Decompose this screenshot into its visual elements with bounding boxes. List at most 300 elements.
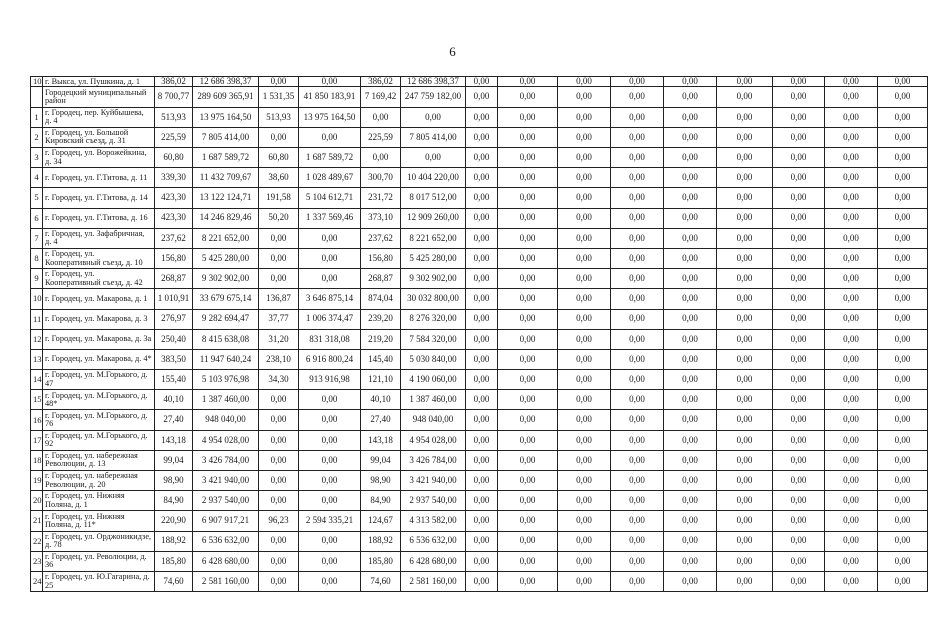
zero-value-cell: 0,00 bbox=[498, 107, 558, 127]
zero-value-cell: 0,00 bbox=[558, 188, 611, 208]
row-number-cell: 5 bbox=[31, 188, 43, 208]
area-cell: 219,20 bbox=[361, 329, 401, 349]
zero-value-cell: 0,00 bbox=[773, 77, 825, 87]
table-row bbox=[31, 349, 928, 369]
zero-value-cell: 0,00 bbox=[773, 148, 825, 168]
zero-value-cell: 0,00 bbox=[878, 168, 928, 188]
area-cell: 0,00 bbox=[259, 571, 299, 591]
zero-value-cell: 0,00 bbox=[664, 390, 717, 410]
row-number-cell: 18 bbox=[31, 450, 43, 470]
zero-value-cell: 0,00 bbox=[611, 571, 664, 591]
table-row bbox=[31, 491, 928, 511]
area-cell: 124,67 bbox=[361, 511, 401, 531]
zero-value-cell: 0,00 bbox=[717, 107, 773, 127]
row-number-cell: 23 bbox=[31, 551, 43, 571]
zero-value-cell: 0,00 bbox=[664, 248, 717, 268]
zero-value-cell: 0,00 bbox=[558, 531, 611, 551]
zero-value-cell: 0,00 bbox=[825, 269, 878, 289]
area-cell: 96,23 bbox=[259, 511, 299, 531]
table-row bbox=[31, 77, 928, 87]
zero-value-cell: 0,00 bbox=[878, 188, 928, 208]
zero-value-cell: 0,00 bbox=[498, 309, 558, 329]
zero-value-cell: 0,00 bbox=[825, 450, 878, 470]
cost-cell: 8 017 512,00 bbox=[401, 188, 466, 208]
row-number-cell: 20 bbox=[31, 491, 43, 511]
zero-value-cell: 0,00 bbox=[825, 370, 878, 390]
area-cell: 0,00 bbox=[259, 471, 299, 491]
total-cost-cell: 5 103 976,98 bbox=[193, 370, 259, 390]
table-row bbox=[31, 471, 928, 491]
zero-value-cell: 0,00 bbox=[878, 148, 928, 168]
row-number-cell: 4 bbox=[31, 168, 43, 188]
zero-value-cell: 0,00 bbox=[717, 208, 773, 228]
cost-cell: 1 337 569,46 bbox=[299, 208, 361, 228]
address-cell: г. Городец, ул. Кооперативный съезд, д. 10 bbox=[43, 248, 155, 268]
total-area-cell: 237,62 bbox=[155, 228, 193, 248]
zero-value-cell: 0,00 bbox=[558, 430, 611, 450]
zero-value-cell: 0,00 bbox=[825, 248, 878, 268]
total-cost-cell: 7 805 414,00 bbox=[193, 127, 259, 147]
zero-value-cell: 0,00 bbox=[498, 551, 558, 571]
zero-value-cell: 0,00 bbox=[664, 107, 717, 127]
zero-value-cell: 0,00 bbox=[717, 471, 773, 491]
cost-cell: 0,00 bbox=[299, 269, 361, 289]
zero-value-cell: 0,00 bbox=[664, 148, 717, 168]
cost-cell: 0,00 bbox=[299, 228, 361, 248]
zero-value-cell: 0,00 bbox=[558, 471, 611, 491]
zero-value-cell: 0,00 bbox=[664, 228, 717, 248]
total-area-cell: 155,40 bbox=[155, 370, 193, 390]
cost-cell: 4 313 582,00 bbox=[401, 511, 466, 531]
table-row bbox=[31, 571, 928, 591]
cost-cell: 247 759 182,00 bbox=[401, 87, 466, 107]
area-cell: 373,10 bbox=[361, 208, 401, 228]
total-cost-cell: 1 687 589,72 bbox=[193, 148, 259, 168]
address-cell: г. Городец, пер. Куйбышева, д. 4 bbox=[43, 107, 155, 127]
total-area-cell: 250,40 bbox=[155, 329, 193, 349]
cost-cell: 0,00 bbox=[299, 248, 361, 268]
cost-cell: 41 850 183,91 bbox=[299, 87, 361, 107]
total-cost-cell: 2 581 160,00 bbox=[193, 571, 259, 591]
zero-value-cell: 0,00 bbox=[611, 531, 664, 551]
row-number-cell: 2 bbox=[31, 127, 43, 147]
table-body bbox=[31, 77, 928, 592]
address-cell: г. Городец, ул. Орджоникидзе, д. 78 bbox=[43, 531, 155, 551]
zero-value-cell: 0,00 bbox=[498, 228, 558, 248]
area-cell: 50,20 bbox=[259, 208, 299, 228]
zero-value-cell: 0,00 bbox=[611, 430, 664, 450]
total-cost-cell: 8 415 638,08 bbox=[193, 329, 259, 349]
zero-value-cell: 0,00 bbox=[878, 127, 928, 147]
zero-value-cell: 0,00 bbox=[664, 289, 717, 309]
zero-value-cell: 0,00 bbox=[558, 148, 611, 168]
zero-value-cell: 0,00 bbox=[825, 511, 878, 531]
cost-cell: 0,00 bbox=[299, 551, 361, 571]
zero-value-cell: 0,00 bbox=[466, 269, 498, 289]
table-row bbox=[31, 127, 928, 147]
zero-value-cell: 0,00 bbox=[773, 410, 825, 430]
zero-value-cell: 0,00 bbox=[466, 77, 498, 87]
zero-value-cell: 0,00 bbox=[717, 77, 773, 87]
area-cell: 40,10 bbox=[361, 390, 401, 410]
zero-value-cell: 0,00 bbox=[773, 309, 825, 329]
zero-value-cell: 0,00 bbox=[611, 551, 664, 571]
zero-value-cell: 0,00 bbox=[717, 228, 773, 248]
zero-value-cell: 0,00 bbox=[558, 228, 611, 248]
zero-value-cell: 0,00 bbox=[878, 289, 928, 309]
zero-value-cell: 0,00 bbox=[611, 148, 664, 168]
area-cell: 31,20 bbox=[259, 329, 299, 349]
zero-value-cell: 0,00 bbox=[558, 208, 611, 228]
total-cost-cell: 2 937 540,00 bbox=[193, 491, 259, 511]
cost-cell: 913 916,98 bbox=[299, 370, 361, 390]
zero-value-cell: 0,00 bbox=[878, 430, 928, 450]
zero-value-cell: 0,00 bbox=[498, 531, 558, 551]
zero-value-cell: 0,00 bbox=[498, 410, 558, 430]
address-cell: г. Городец, ул. Ворожейкина, д. 34 bbox=[43, 148, 155, 168]
zero-value-cell: 0,00 bbox=[773, 248, 825, 268]
address-cell: г. Городец, ул. Макарова, д. 3 bbox=[43, 309, 155, 329]
zero-value-cell: 0,00 bbox=[825, 148, 878, 168]
zero-value-cell: 0,00 bbox=[717, 349, 773, 369]
total-cost-cell: 11 947 640,24 bbox=[193, 349, 259, 369]
area-cell: 237,62 bbox=[361, 228, 401, 248]
zero-value-cell: 0,00 bbox=[466, 471, 498, 491]
cost-cell: 2 937 540,00 bbox=[401, 491, 466, 511]
zero-value-cell: 0,00 bbox=[498, 127, 558, 147]
cost-cell: 10 404 220,00 bbox=[401, 168, 466, 188]
zero-value-cell: 0,00 bbox=[466, 390, 498, 410]
table-row bbox=[31, 228, 928, 248]
zero-value-cell: 0,00 bbox=[611, 87, 664, 107]
address-cell: г. Городец, ул. Зафабричная, д. 4 bbox=[43, 228, 155, 248]
total-area-cell: 188,92 bbox=[155, 531, 193, 551]
table-row bbox=[31, 450, 928, 470]
table-row bbox=[31, 188, 928, 208]
zero-value-cell: 0,00 bbox=[558, 309, 611, 329]
zero-value-cell: 0,00 bbox=[825, 168, 878, 188]
zero-value-cell: 0,00 bbox=[773, 87, 825, 107]
zero-value-cell: 0,00 bbox=[611, 107, 664, 127]
zero-value-cell: 0,00 bbox=[611, 77, 664, 87]
area-cell: 238,10 bbox=[259, 349, 299, 369]
cost-cell: 7 584 320,00 bbox=[401, 329, 466, 349]
area-cell: 0,00 bbox=[259, 410, 299, 430]
zero-value-cell: 0,00 bbox=[611, 168, 664, 188]
total-area-cell: 98,90 bbox=[155, 471, 193, 491]
cost-cell: 30 032 800,00 bbox=[401, 289, 466, 309]
zero-value-cell: 0,00 bbox=[773, 430, 825, 450]
total-area-cell: 268,87 bbox=[155, 269, 193, 289]
zero-value-cell: 0,00 bbox=[611, 188, 664, 208]
zero-value-cell: 0,00 bbox=[558, 491, 611, 511]
zero-value-cell: 0,00 bbox=[773, 450, 825, 470]
zero-value-cell: 0,00 bbox=[717, 289, 773, 309]
total-area-cell: 40,10 bbox=[155, 390, 193, 410]
cost-cell: 0,00 bbox=[299, 491, 361, 511]
cost-cell: 3 421 940,00 bbox=[401, 471, 466, 491]
area-cell: 0,00 bbox=[259, 430, 299, 450]
zero-value-cell: 0,00 bbox=[878, 87, 928, 107]
zero-value-cell: 0,00 bbox=[611, 450, 664, 470]
table-row bbox=[31, 410, 928, 430]
zero-value-cell: 0,00 bbox=[498, 289, 558, 309]
zero-value-cell: 0,00 bbox=[878, 410, 928, 430]
zero-value-cell: 0,00 bbox=[717, 531, 773, 551]
address-cell: г. Городец, ул. набережная Революции, д. 13 bbox=[43, 450, 155, 470]
zero-value-cell: 0,00 bbox=[878, 370, 928, 390]
total-area-cell: 74,60 bbox=[155, 571, 193, 591]
address-cell: г. Городец, ул. М.Горького, д. 48* bbox=[43, 390, 155, 410]
zero-value-cell: 0,00 bbox=[466, 370, 498, 390]
total-cost-cell: 6 428 680,00 bbox=[193, 551, 259, 571]
cost-cell: 6 916 800,24 bbox=[299, 349, 361, 369]
zero-value-cell: 0,00 bbox=[664, 430, 717, 450]
zero-value-cell: 0,00 bbox=[773, 471, 825, 491]
zero-value-cell: 0,00 bbox=[664, 208, 717, 228]
row-number-cell: 15 bbox=[31, 390, 43, 410]
zero-value-cell: 0,00 bbox=[825, 551, 878, 571]
row-number-cell: 10 bbox=[31, 77, 43, 87]
zero-value-cell: 0,00 bbox=[773, 107, 825, 127]
total-cost-cell: 8 221 652,00 bbox=[193, 228, 259, 248]
zero-value-cell: 0,00 bbox=[878, 309, 928, 329]
zero-value-cell: 0,00 bbox=[825, 107, 878, 127]
row-number-cell: 10 bbox=[31, 289, 43, 309]
zero-value-cell: 0,00 bbox=[466, 410, 498, 430]
zero-value-cell: 0,00 bbox=[878, 551, 928, 571]
total-cost-cell: 14 246 829,46 bbox=[193, 208, 259, 228]
zero-value-cell: 0,00 bbox=[611, 329, 664, 349]
zero-value-cell: 0,00 bbox=[878, 269, 928, 289]
zero-value-cell: 0,00 bbox=[717, 390, 773, 410]
area-cell: 37,77 bbox=[259, 309, 299, 329]
zero-value-cell: 0,00 bbox=[498, 471, 558, 491]
total-cost-cell: 13 975 164,50 bbox=[193, 107, 259, 127]
zero-value-cell: 0,00 bbox=[466, 208, 498, 228]
zero-value-cell: 0,00 bbox=[825, 349, 878, 369]
zero-value-cell: 0,00 bbox=[664, 551, 717, 571]
zero-value-cell: 0,00 bbox=[466, 309, 498, 329]
zero-value-cell: 0,00 bbox=[611, 269, 664, 289]
total-cost-cell: 3 426 784,00 bbox=[193, 450, 259, 470]
area-cell: 0,00 bbox=[259, 450, 299, 470]
zero-value-cell: 0,00 bbox=[878, 531, 928, 551]
total-cost-cell: 4 954 028,00 bbox=[193, 430, 259, 450]
cost-cell: 0,00 bbox=[299, 430, 361, 450]
zero-value-cell: 0,00 bbox=[825, 471, 878, 491]
total-cost-cell: 11 432 709,67 bbox=[193, 168, 259, 188]
total-area-cell: 225,59 bbox=[155, 127, 193, 147]
zero-value-cell: 0,00 bbox=[498, 77, 558, 87]
address-cell: г. Городец, ул. Г.Титова, д. 16 bbox=[43, 208, 155, 228]
zero-value-cell: 0,00 bbox=[717, 168, 773, 188]
zero-value-cell: 0,00 bbox=[664, 329, 717, 349]
table-row bbox=[31, 309, 928, 329]
total-area-cell: 27,40 bbox=[155, 410, 193, 430]
zero-value-cell: 0,00 bbox=[611, 349, 664, 369]
total-area-cell: 60,80 bbox=[155, 148, 193, 168]
zero-value-cell: 0,00 bbox=[498, 188, 558, 208]
zero-value-cell: 0,00 bbox=[558, 168, 611, 188]
page-number: 6 bbox=[449, 44, 456, 59]
total-area-cell: 276,97 bbox=[155, 309, 193, 329]
zero-value-cell: 0,00 bbox=[773, 208, 825, 228]
zero-value-cell: 0,00 bbox=[498, 248, 558, 268]
row-number-cell: 17 bbox=[31, 430, 43, 450]
zero-value-cell: 0,00 bbox=[825, 531, 878, 551]
total-area-cell: 1 010,91 bbox=[155, 289, 193, 309]
table-row bbox=[31, 289, 928, 309]
zero-value-cell: 0,00 bbox=[558, 289, 611, 309]
total-area-cell: 383,50 bbox=[155, 349, 193, 369]
zero-value-cell: 0,00 bbox=[664, 349, 717, 369]
area-cell: 84,90 bbox=[361, 491, 401, 511]
total-cost-cell: 948 040,00 bbox=[193, 410, 259, 430]
address-cell: г. Городец, ул. набережная Революции, д. 20 bbox=[43, 471, 155, 491]
zero-value-cell: 0,00 bbox=[717, 430, 773, 450]
zero-value-cell: 0,00 bbox=[664, 188, 717, 208]
area-cell: 0,00 bbox=[361, 148, 401, 168]
area-cell: 1 531,35 bbox=[259, 87, 299, 107]
cost-cell: 1 028 489,67 bbox=[299, 168, 361, 188]
area-cell: 0,00 bbox=[259, 127, 299, 147]
zero-value-cell: 0,00 bbox=[466, 127, 498, 147]
total-area-cell: 386,02 bbox=[155, 77, 193, 87]
area-cell: 0,00 bbox=[259, 491, 299, 511]
row-number-cell: 21 bbox=[31, 511, 43, 531]
total-area-cell: 84,90 bbox=[155, 491, 193, 511]
row-number-cell: 1 bbox=[31, 107, 43, 127]
zero-value-cell: 0,00 bbox=[611, 309, 664, 329]
zero-value-cell: 0,00 bbox=[773, 551, 825, 571]
area-cell: 874,04 bbox=[361, 289, 401, 309]
table-row bbox=[31, 107, 928, 127]
cost-cell: 4 954 028,00 bbox=[401, 430, 466, 450]
cost-cell: 0,00 bbox=[299, 571, 361, 591]
zero-value-cell: 0,00 bbox=[825, 188, 878, 208]
row-number-cell: 22 bbox=[31, 531, 43, 551]
zero-value-cell: 0,00 bbox=[498, 430, 558, 450]
zero-value-cell: 0,00 bbox=[611, 208, 664, 228]
address-cell: г. Городец, ул. Кооперативный съезд, д. 42 bbox=[43, 269, 155, 289]
zero-value-cell: 0,00 bbox=[498, 491, 558, 511]
row-number-cell: 16 bbox=[31, 410, 43, 430]
cost-cell: 0,00 bbox=[299, 531, 361, 551]
zero-value-cell: 0,00 bbox=[773, 127, 825, 147]
zero-value-cell: 0,00 bbox=[498, 349, 558, 369]
total-cost-cell: 6 907 917,21 bbox=[193, 511, 259, 531]
address-cell: г. Городец, ул. М.Горького, д. 92 bbox=[43, 430, 155, 450]
zero-value-cell: 0,00 bbox=[878, 511, 928, 531]
table-row bbox=[31, 269, 928, 289]
cost-cell: 0,00 bbox=[401, 148, 466, 168]
zero-value-cell: 0,00 bbox=[498, 329, 558, 349]
zero-value-cell: 0,00 bbox=[558, 107, 611, 127]
zero-value-cell: 0,00 bbox=[878, 329, 928, 349]
zero-value-cell: 0,00 bbox=[717, 148, 773, 168]
zero-value-cell: 0,00 bbox=[466, 329, 498, 349]
row-number-cell: 8 bbox=[31, 248, 43, 268]
zero-value-cell: 0,00 bbox=[558, 349, 611, 369]
cost-cell: 3 646 875,14 bbox=[299, 289, 361, 309]
area-cell: 0,00 bbox=[259, 551, 299, 571]
area-cell: 268,87 bbox=[361, 269, 401, 289]
zero-value-cell: 0,00 bbox=[717, 248, 773, 268]
area-cell: 0,00 bbox=[259, 531, 299, 551]
zero-value-cell: 0,00 bbox=[825, 228, 878, 248]
total-cost-cell: 12 686 398,37 bbox=[193, 77, 259, 87]
area-cell: 386,02 bbox=[361, 77, 401, 87]
cost-cell: 5 030 840,00 bbox=[401, 349, 466, 369]
area-cell: 145,40 bbox=[361, 349, 401, 369]
zero-value-cell: 0,00 bbox=[717, 329, 773, 349]
zero-value-cell: 0,00 bbox=[466, 571, 498, 591]
zero-value-cell: 0,00 bbox=[558, 410, 611, 430]
area-cell: 121,10 bbox=[361, 370, 401, 390]
table-row bbox=[31, 511, 928, 531]
address-cell: г. Городец, ул. Г.Титова, д. 11 bbox=[43, 168, 155, 188]
area-cell: 99,04 bbox=[361, 450, 401, 470]
cost-cell: 5 425 280,00 bbox=[401, 248, 466, 268]
zero-value-cell: 0,00 bbox=[717, 571, 773, 591]
address-cell: г. Городец, ул. Нижняя Поляна, д. 11* bbox=[43, 511, 155, 531]
zero-value-cell: 0,00 bbox=[466, 188, 498, 208]
total-area-cell: 220,90 bbox=[155, 511, 193, 531]
zero-value-cell: 0,00 bbox=[717, 309, 773, 329]
cost-cell: 5 104 612,71 bbox=[299, 188, 361, 208]
area-cell: 34,30 bbox=[259, 370, 299, 390]
zero-value-cell: 0,00 bbox=[773, 188, 825, 208]
cost-cell: 0,00 bbox=[299, 127, 361, 147]
zero-value-cell: 0,00 bbox=[664, 127, 717, 147]
total-cost-cell: 5 425 280,00 bbox=[193, 248, 259, 268]
zero-value-cell: 0,00 bbox=[878, 390, 928, 410]
table-row bbox=[31, 531, 928, 551]
table-row bbox=[31, 430, 928, 450]
row-number-cell: 9 bbox=[31, 269, 43, 289]
row-number-cell: 13 bbox=[31, 349, 43, 369]
row-number-cell: 7 bbox=[31, 228, 43, 248]
table-row bbox=[31, 370, 928, 390]
zero-value-cell: 0,00 bbox=[773, 168, 825, 188]
zero-value-cell: 0,00 bbox=[773, 228, 825, 248]
cost-cell: 0,00 bbox=[299, 390, 361, 410]
address-cell: г. Городец, ул. Г.Титова, д. 14 bbox=[43, 188, 155, 208]
zero-value-cell: 0,00 bbox=[498, 571, 558, 591]
area-cell: 0,00 bbox=[259, 248, 299, 268]
zero-value-cell: 0,00 bbox=[717, 511, 773, 531]
zero-value-cell: 0,00 bbox=[466, 430, 498, 450]
area-cell: 74,60 bbox=[361, 571, 401, 591]
zero-value-cell: 0,00 bbox=[717, 127, 773, 147]
zero-value-cell: 0,00 bbox=[717, 491, 773, 511]
zero-value-cell: 0,00 bbox=[466, 531, 498, 551]
cost-cell: 3 426 784,00 bbox=[401, 450, 466, 470]
zero-value-cell: 0,00 bbox=[498, 370, 558, 390]
zero-value-cell: 0,00 bbox=[611, 127, 664, 147]
row-number-cell: 12 bbox=[31, 329, 43, 349]
zero-value-cell: 0,00 bbox=[466, 228, 498, 248]
cost-cell: 2 594 335,21 bbox=[299, 511, 361, 531]
address-cell: г. Городец, ул. Большой Кировский съезд, д. 31 bbox=[43, 127, 155, 147]
cost-cell: 0,00 bbox=[299, 471, 361, 491]
zero-value-cell: 0,00 bbox=[664, 491, 717, 511]
zero-value-cell: 0,00 bbox=[773, 511, 825, 531]
zero-value-cell: 0,00 bbox=[466, 168, 498, 188]
area-cell: 185,80 bbox=[361, 551, 401, 571]
area-cell: 136,87 bbox=[259, 289, 299, 309]
